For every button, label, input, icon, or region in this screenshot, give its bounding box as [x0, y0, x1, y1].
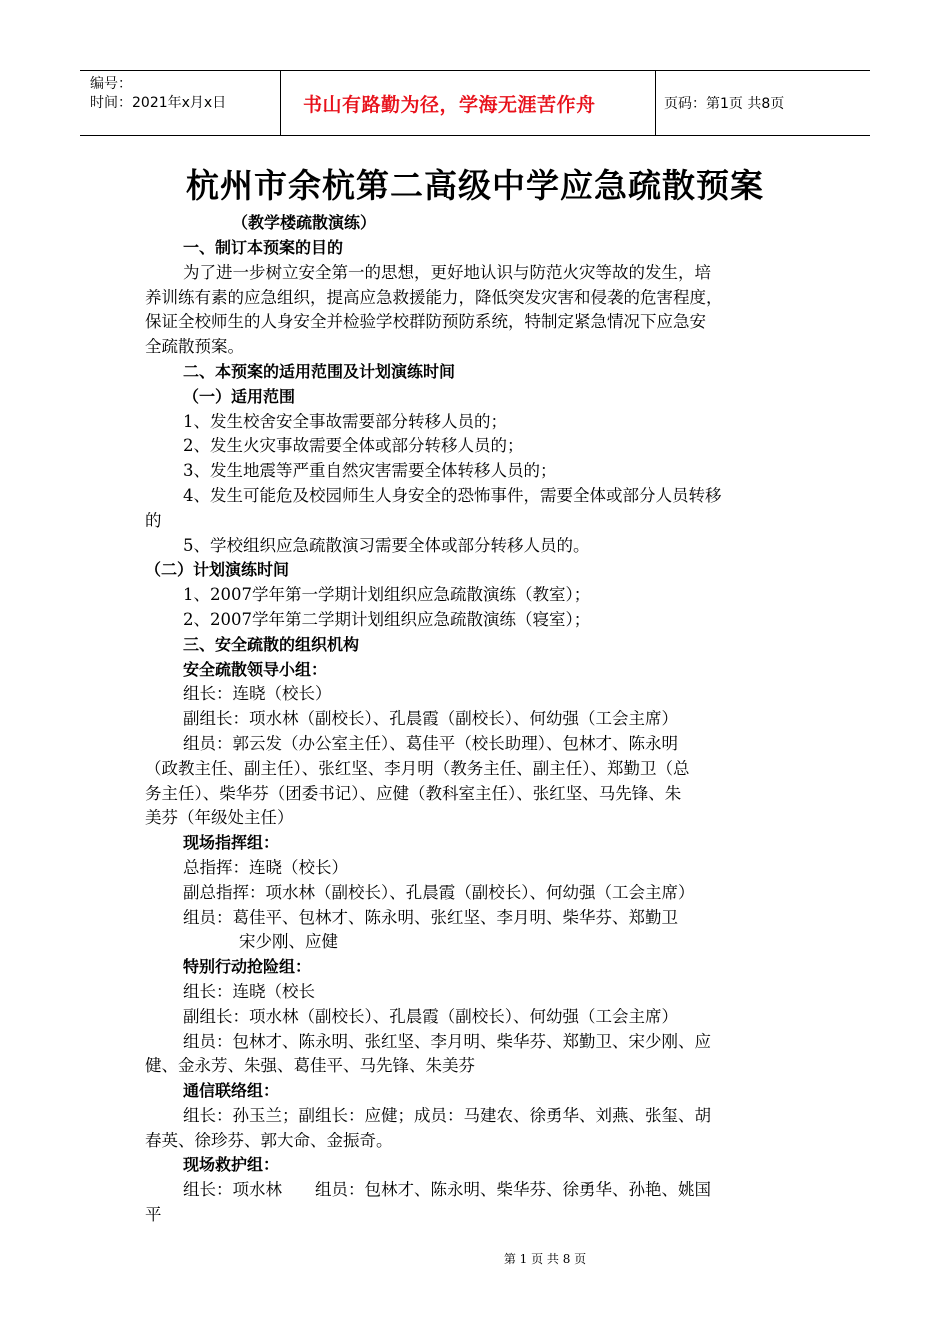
- section-heading: （二）计划演练时间: [145, 560, 290, 580]
- page-header: [80, 70, 870, 136]
- document-subtitle: （教学楼疏散演练）: [232, 213, 377, 232]
- body-line: 1、发生校舍安全事故需要部分转移人员的；: [183, 411, 507, 431]
- body-line: 2、2007学年第二学期计划组织应急疏散演练（寝室）；: [183, 609, 591, 629]
- body-line: 4、发生可能危及校园师生人身安全的恐怖事件，需要全体或部分人员转移: [183, 485, 722, 505]
- body-line: 的: [145, 510, 162, 530]
- body-line: 全疏散预案。: [145, 337, 244, 357]
- section-heading: 现场救护组：: [183, 1155, 280, 1175]
- section-heading: 通信联络组：: [183, 1081, 280, 1101]
- body-line: 5、学校组织应急疏散演习需要全体或部分转移人员的。: [183, 535, 590, 555]
- body-line: 副总指挥：项水林（副校长）、孔晨霞（副校长）、何幼强（工会主席）: [183, 882, 695, 902]
- body-line: 组员：郭云发（办公室主任）、葛佳平（校长助理）、包林才、陈永明: [183, 733, 678, 753]
- section-heading: 一、制订本预案的目的: [183, 238, 344, 257]
- section-heading: 现场指挥组：: [183, 833, 280, 853]
- document-body: [145, 236, 815, 1228]
- section-heading: （一）适用范围: [183, 386, 296, 406]
- body-line: 组长：项水林 组员：包林才、陈永明、柴华芬、徐勇华、孙艳、姚国: [183, 1180, 711, 1200]
- number-label: 编号：: [90, 76, 132, 92]
- body-line: （政教主任、副主任）、张红坚、李月明（教务主任、副主任）、郑勤卫（总: [145, 758, 690, 778]
- page-footer: 第 1 页 共 8 页: [503, 1252, 587, 1266]
- body-line: 保证全校师生的人身安全并检验学校群防预防系统，特制定紧急情况下应急安: [145, 312, 706, 332]
- body-line: 总指挥：连晓（校长）: [183, 857, 348, 877]
- body-line: 2、发生火灾事故需要全体或部分转移人员的；: [183, 436, 524, 456]
- header-page-info: 页码：第1页 共8页: [664, 96, 785, 112]
- body-line: 为了进一步树立安全第一的思想，更好地认识与防范火灾等故的发生，培: [183, 262, 711, 282]
- date-label: 时间：2021年x月x日: [90, 95, 227, 111]
- section-heading: 安全疏散领导小组：: [183, 659, 328, 679]
- body-line: 务主任）、柴华芬（团委书记）、应健（教科室主任）、张红坚、马先锋、朱: [145, 783, 682, 803]
- body-line: 副组长：项水林（副校长）、孔晨霞（副校长）、何幼强（工会主席）: [183, 709, 678, 729]
- body-line: 1、2007学年第一学期计划组织应急疏散演练（教室）；: [183, 585, 591, 605]
- body-line: 宋少刚、应健: [239, 932, 338, 952]
- document-title: 杭州市余杭第二高级中学应急疏散预案: [186, 166, 764, 205]
- body-line: 组员：葛佳平、包林才、陈永明、张红坚、李月明、柴华芬、郑勤卫: [183, 907, 678, 927]
- header-meta: [80, 71, 281, 135]
- body-line: 组长：连晓（校长: [183, 981, 315, 1001]
- body-line: 3、发生地震等严重自然灾害需要全体转移人员的；: [183, 461, 557, 481]
- section-heading: 二、本预案的适用范围及计划演练时间: [183, 361, 456, 381]
- body-line: 春英、徐珍芬、郭大命、金振奇。: [145, 1130, 393, 1150]
- body-line: 养训练有素的应急组织，提高应急救援能力，降低突发灾害和侵袭的危害程度，: [145, 287, 723, 307]
- section-heading: 特别行动抢险组：: [183, 957, 312, 977]
- body-line: 美芬（年级处主任）: [145, 808, 294, 828]
- body-line: 组员：包林才、陈永明、张红坚、李月明、柴华芬、郑勤卫、宋少刚、应: [183, 1031, 711, 1051]
- body-line: 平: [145, 1205, 162, 1225]
- header-motto: 书山有路勤为径，学海无涯苦作舟: [281, 71, 656, 135]
- section-heading: 三、安全疏散的组织机构: [183, 634, 360, 654]
- body-line: 组长：连晓（校长）: [183, 684, 332, 704]
- body-line: 副组长：项水林（副校长）、孔晨霞（副校长）、何幼强（工会主席）: [183, 1006, 678, 1026]
- body-line: 组长：孙玉兰；副组长：应健；成员：马建农、徐勇华、刘燕、张玺、胡: [183, 1105, 711, 1125]
- body-line: 健、金永芳、朱强、葛佳平、马先锋、朱美芬: [145, 1056, 475, 1076]
